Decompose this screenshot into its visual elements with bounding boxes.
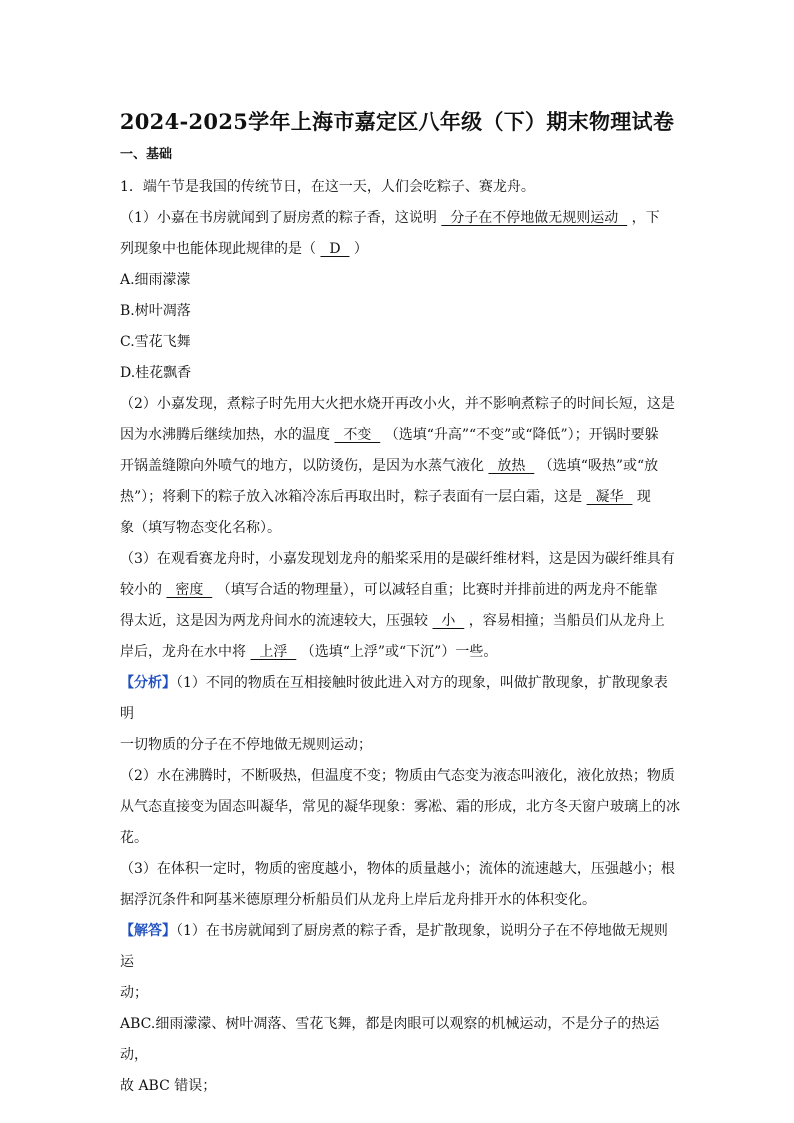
analysis-tag: 【分析】 <box>120 675 176 691</box>
option-d: D.桂花飘香 <box>120 365 192 381</box>
answer-blank: 分子在不停地做无规则运动 <box>441 210 628 226</box>
page-title: 2024-2025学年上海市嘉定区八年级（下）期末物理试卷 <box>119 109 675 134</box>
answer-blank: 上浮 <box>250 644 297 660</box>
answer-line3: ABC.细雨濛濛、树叶凋落、雪花飞舞，都是肉眼可以观察的机械运动，不是分子的热运动， <box>120 1016 660 1063</box>
answer-line4: 故 ABC 错误； <box>120 1078 217 1094</box>
part2-line3: 开锅盖缝隙向外喷气的地方，以防烫伤，是因为水蒸气液化 放热 （选填“吸热”或“放 <box>120 458 659 474</box>
option-c: C.雪花飞舞 <box>120 334 191 350</box>
part1-line1: （1）小嘉在书房就闻到了厨房煮的粽子香，这说明 分子在不停地做无规则运动 ，下 <box>120 210 660 226</box>
answer-blank: 不变 <box>334 427 381 443</box>
answer-line1: 【解答】（1）在书房就闻到了厨房煮的粽子香，是扩散现象，说明分子在不停地做无规则运 <box>120 923 668 970</box>
analysis-line1: 【分析】（1）不同的物质在互相接触时彼此进入对方的现象，叫做扩散现象，扩散现象表明 <box>120 675 668 722</box>
part2-line4: 热”）；将剩下的粽子放入冰箱冷冻后再取出时，粽子表面有一层白霜，这是 凝华 现 <box>120 489 651 505</box>
option-b: B.树叶凋落 <box>120 303 191 319</box>
analysis-line7: 据浮沉条件和阿基米德原理分析船员们从龙舟上岸后龙舟排开水的体积变化。 <box>120 892 596 908</box>
part1-line2: 列现象中也能体现此规律的是（ D ） <box>120 241 368 257</box>
question-body <box>120 172 680 1102</box>
part2-line5: 象（填写物态变化名称）。 <box>120 520 281 536</box>
part3-line3: 得太近，这是因为两龙舟间水的流速较大，压强较 小 ，容易相撞；当船员们从龙舟上 <box>120 613 665 629</box>
analysis-line3: （2）水在沸腾时，不断吸热，但温度不变；物质由气态变为液态叫液化，液化放热；物质 <box>120 768 675 784</box>
answer-line2: 动； <box>120 985 148 1001</box>
section-heading: 一、基础 <box>120 147 173 162</box>
part2-line1: （2）小嘉发现，煮粽子时先用大火把水烧开再改小火，并不影响煮粽子的时间长短，这是 <box>120 396 675 412</box>
answer-blank: 密度 <box>166 582 213 598</box>
part3-line4: 岸后，龙舟在水中将 上浮 （选填“上浮”或“下沉”）一些。 <box>120 644 498 660</box>
question-stem: 1．端午节是我国的传统节日，在这一天，人们会吃粽子、赛龙舟。 <box>120 179 535 195</box>
answer-blank: 放热 <box>488 458 535 474</box>
answer-tag: 【解答】 <box>120 923 176 939</box>
analysis-line2: 一切物质的分子在不停地做无规则运动； <box>120 737 372 753</box>
analysis-line5: 花。 <box>120 830 148 846</box>
answer-blank: 凝华 <box>586 489 633 505</box>
answer-blank: D <box>320 241 350 257</box>
option-a: A.细雨濛濛 <box>120 272 191 288</box>
part2-line2: 因为水沸腾后继续加热，水的温度 不变 （选填“升高”“不变”或“降低”）；开锅时要躲 <box>120 427 659 443</box>
analysis-line6: （3）在体积一定时，物质的密度越小，物体的质量越小；流体的流速越大，压强越小；根 <box>120 861 675 877</box>
part3-line2: 较小的 密度 （填写合适的物理量），可以减轻自重；比赛时并排前进的两龙舟不能靠 <box>120 582 658 598</box>
analysis-line4: 从气态直接变为固态叫凝华，常见的凝华现象：雾凇、霜的形成，北方冬天窗户玻璃上的冰 <box>120 799 680 815</box>
part3-line1: （3）在观看赛龙舟时，小嘉发现划龙舟的船桨采用的是碳纤维材料，这是因为碳纤维具有 <box>120 551 675 567</box>
answer-blank: 小 <box>432 613 465 629</box>
